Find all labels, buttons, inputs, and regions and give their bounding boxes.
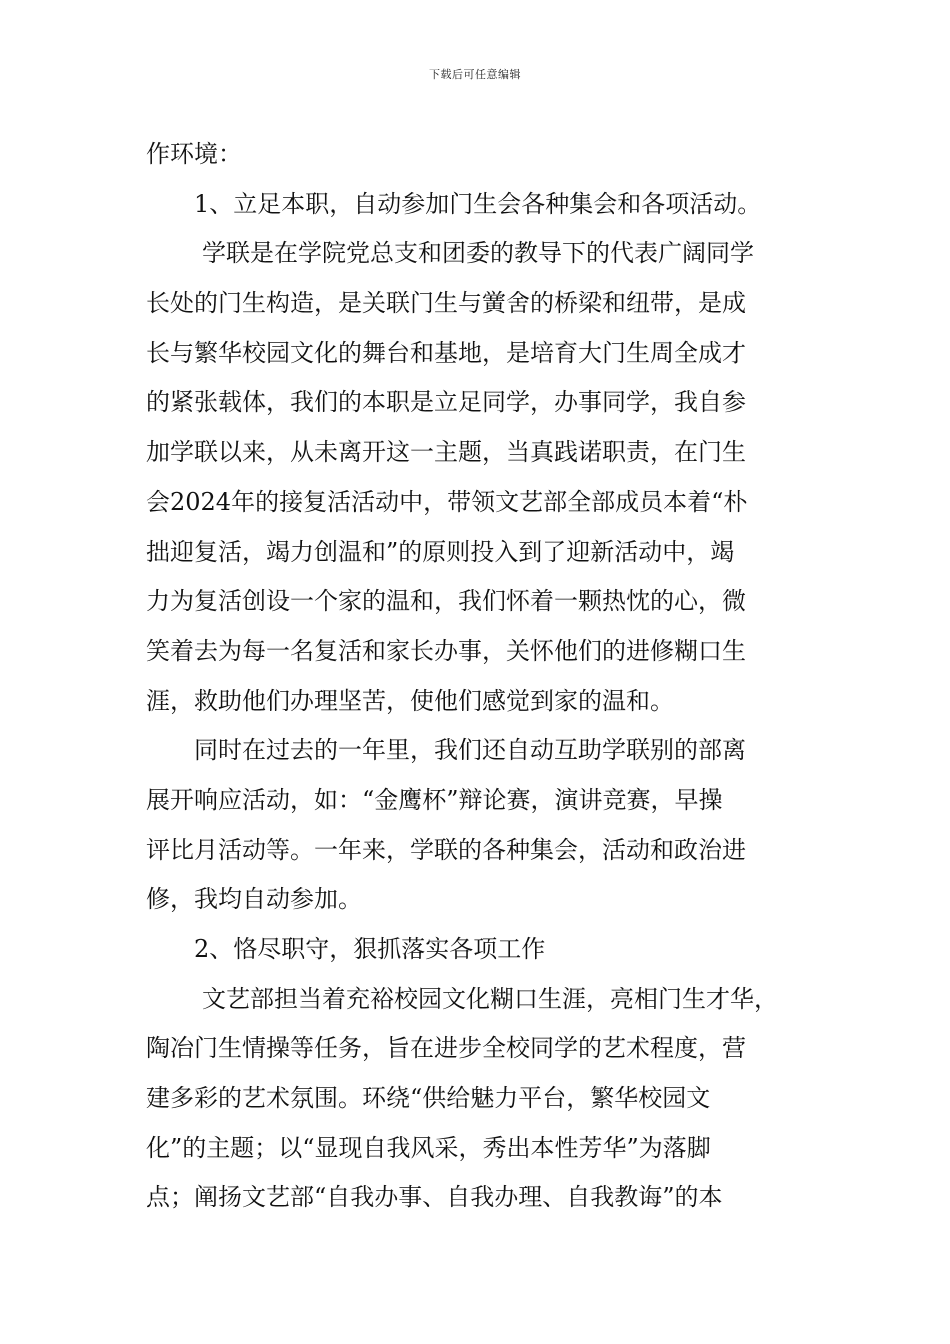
page-header: 下载后可任意编辑 [429,68,521,81]
text-line: 长与繁华校园文化的舞台和基地，是培育大门生周全成才 [146,338,746,367]
text-line: 的紧张载体，我们的本职是立足同学，办事同学，我自参 [146,388,746,417]
text-line: 陶冶门生情操等任务，旨在进步全校同学的艺术程度，营 [146,1034,746,1063]
text-line: 力为复活创设一个家的温和，我们怀着一颗热忱的心，微 [146,587,746,616]
text-line: 建多彩的艺术氛围。环绕“供给魅力平台，繁华校园文 [146,1084,711,1113]
text-line: 会2024年的接复活活动中，带领文艺部全部成员本着“朴 [146,487,748,516]
text-line: 化”的主题；以“显现自我风采，秀出本性芳华”为落脚 [146,1133,711,1162]
text-line: 涯，救助他们办理坚苦，使他们感觉到家的温和。 [146,686,674,715]
text-line: 评比月活动等。一年来，学联的各种集会，活动和政治进 [146,835,746,864]
document-body [146,130,826,1223]
text-line: 笑着去为每一名复活和家长办事，关怀他们的进修糊口生 [146,636,746,665]
text-line: 点；阐扬文艺部“自我办事、自我办理、自我教诲”的本 [146,1183,723,1212]
text-line: 修，我均自动参加。 [146,885,362,914]
text-line: 展开响应活动，如：“金鹰杯”辩论赛，演讲竞赛，早操 [146,785,723,814]
text-line: 拙迎复活，竭力创温和”的原则投入到了迎新活动中，竭 [146,537,735,566]
section-heading: 1、立足本职，自动参加门生会各种集会和各项活动。 [194,189,762,218]
paragraph-start: 学联是在学院党总支和团委的教导下的代表广阔同学 [202,239,754,268]
section-heading: 2、恪尽职守，狠抓落实各项工作 [194,935,546,963]
paragraph-start: 文艺部担当着充裕校园文化糊口生涯，亮相门生才华， [202,984,778,1013]
text-line: 长处的门生构造，是关联门生与黉舍的桥梁和纽带，是成 [146,289,746,318]
paragraph-start: 同时在过去的一年里，我们还自动互助学联别的部离 [194,736,746,765]
text-line: 加学联以来，从未离开这一主题，当真践诺职责，在门生 [146,438,746,467]
text-line: 作环境： [146,140,242,168]
